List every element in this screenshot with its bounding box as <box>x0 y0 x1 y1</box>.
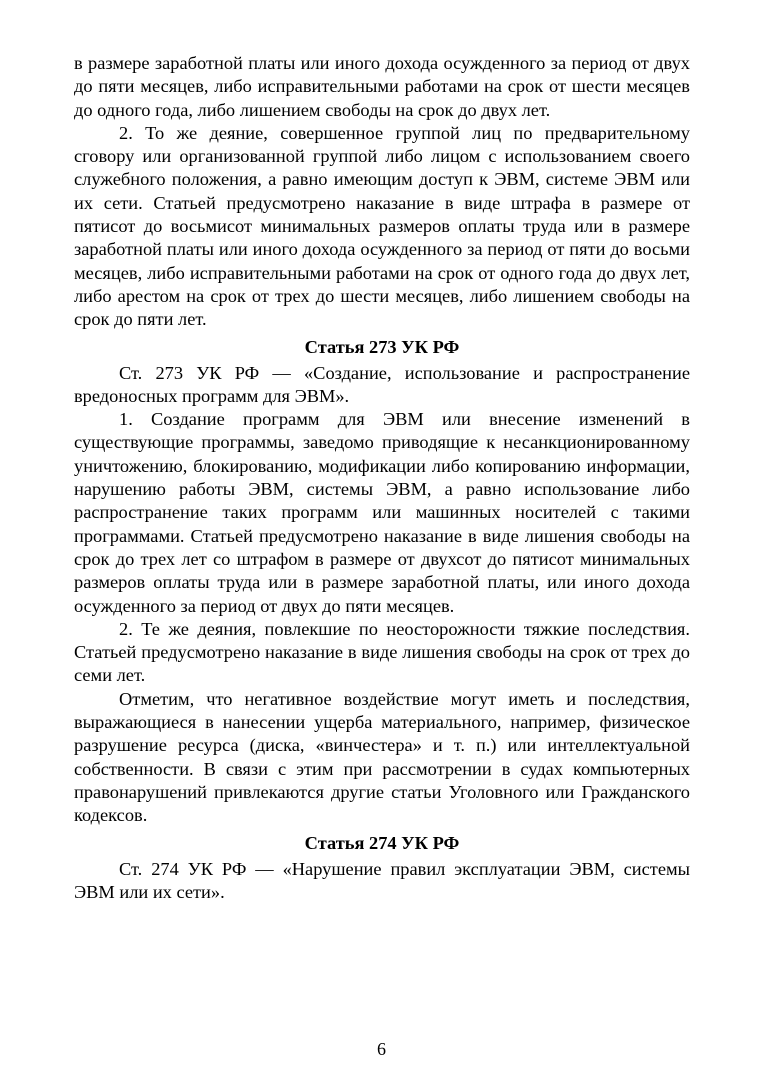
section-heading-274: Статья 274 УК РФ <box>304 832 460 853</box>
section-274-intro: Ст. 274 УК РФ — «Нарушение правил эксплуатации ЭВМ, системы ЭВМ или их сети». <box>74 858 690 902</box>
section-273-item-2: 2. Те же деяния, повлекшие по неосторожности тяжкие последствия. Статьей предусмотрено наказание в виде лишения свободы на срок от трех до семи лет. <box>74 618 690 686</box>
paragraph-item-2: 2. То же деяние, совершенное группой лиц по предварительному сговору или организованной группой либо лицом с использованием своего служебного положения, а равно имеющим доступ к ЭВМ, системе ЭВМ или их сети. Статьей предусмотрено наказание в виде штрафа в размере от пятисот до восьмисот минимальных размеров оплаты труда или в размере заработной платы или иного дохода осужденного за период от пяти до восьми месяцев, либо исправительными работами на срок от одного года до двух лет, либо арестом на срок от трех до шести месяцев, либо лишением свободы на срок до пяти лет. <box>74 122 690 330</box>
section-273-item-1: 1. Создание программ для ЭВМ или внесение изменений в существующие программы, заведомо приводящие к несанкционированному уничтожению, блокированию, модификации либо копированию информации, нарушению работы ЭВМ, системы ЭВМ, а равно использование либо распространение таких программ или машинных носителей с такими программами. Статьей предусмотрено наказание в виде лишения свободы на срок до трех лет со штрафом в размере от двухсот до пятисот минимальных размеров оплаты труда или в размере заработной платы, или иного дохода осужденного за период от двух до пяти месяцев. <box>74 409 690 616</box>
page-number: 6 <box>377 1039 386 1059</box>
paragraph-continuation: в размере заработной платы или иного дохода осужденного за период от двух до пяти месяцев, либо исправительными работами на срок от шести месяцев до одного года, либо лишением свободы на срок до двух лет. <box>74 53 690 120</box>
section-273-note: Отметим, что негативное воздействие могут иметь и последствия, выражающиеся в нанесении ущерба материального, например, физическое разрушение ресурса (диска, «винчестера» и т. п.) или интеллектуальной собственности. В связи с этим при рассмотрении в судах компьютерных правонарушений привлекаются другие статьи Уголовного или Гражданского кодексов. <box>74 688 690 826</box>
section-heading-273: Статья 273 УК РФ <box>304 336 460 357</box>
section-273-intro: Ст. 273 УК РФ — «Создание, использование и распространение вредоносных программ для ЭВМ». <box>74 362 690 406</box>
document-page <box>74 52 690 904</box>
